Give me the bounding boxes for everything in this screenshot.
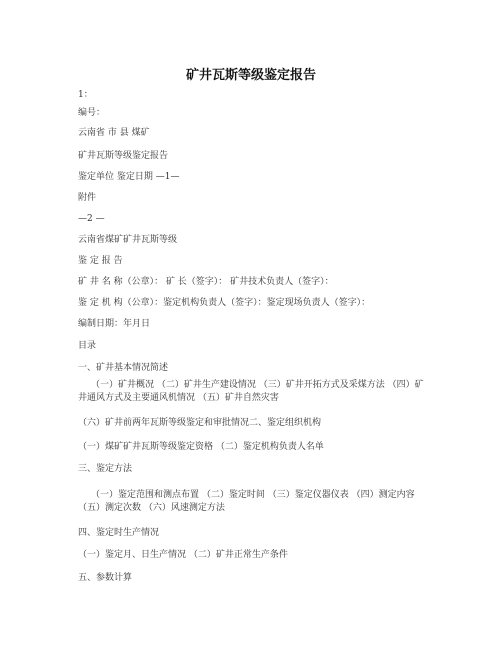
compile-date-line: 编制日期：年月日 <box>78 319 151 329</box>
report-name-line: 矿井瓦斯等级鉴定报告 <box>78 151 169 161</box>
province-heading: 云南省煤矿矿井瓦斯等级 <box>78 235 178 245</box>
page-number-line: —2 — <box>78 214 105 224</box>
agency-signature-line: 鉴 定 机 构（公章）：鉴定机构负责人（签字）：鉴定现场负责人（签字）： <box>78 298 371 308</box>
mine-location-line: 云南省 市 县 煤矿 <box>78 128 150 138</box>
serial-number-line: 编号： <box>78 108 106 118</box>
toc-section-4: 四、鉴定时生产情况 <box>78 528 160 538</box>
toc-section-3: 三、鉴定方法 <box>78 464 133 474</box>
toc-section-3-items: （一）鉴定范围和测点布置 （二）鉴定时间 （三）鉴定仪器仪表 （四）测定内容 （五）测定次数 （六）风速测定方法 <box>78 490 415 513</box>
attachment-label: 附件 <box>78 193 97 203</box>
toc-section-2-items: （一）煤矿矿井瓦斯等级鉴定资格 （二）鉴定机构负责人名单 <box>78 442 324 452</box>
document-title: 矿井瓦斯等级鉴定报告 <box>185 68 316 83</box>
annex-number-line: 1： <box>78 90 93 100</box>
toc-section-1-items: （一）矿井概况 （二）矿井生产建设情况 （三）矿井开拓方式及采煤方法 （四）矿井通风方式及主要通风机情况 （五）矿井自然灾害 <box>78 380 424 403</box>
toc-section-4-items: （一）鉴定月、日生产情况 （二）矿井正常生产条件 <box>78 550 288 560</box>
toc-section-1-item-6: （六）矿井前两年瓦斯等级鉴定和审批情况二、鉴定组织机构 <box>78 418 322 428</box>
toc-section-5: 五、参数计算 <box>78 573 133 583</box>
toc-section-1: 一、矿井基本情况简述 <box>78 363 169 373</box>
report-subheading: 鉴 定 报 告 <box>78 256 123 266</box>
mine-signature-line: 矿 井 名 称（公章）： 矿 长（签字）： 矿井技术负责人（签字）： <box>78 277 334 287</box>
toc-heading: 目录 <box>78 341 97 351</box>
appraisal-unit-line: 鉴定单位 鉴定日期 —1— <box>78 172 180 182</box>
